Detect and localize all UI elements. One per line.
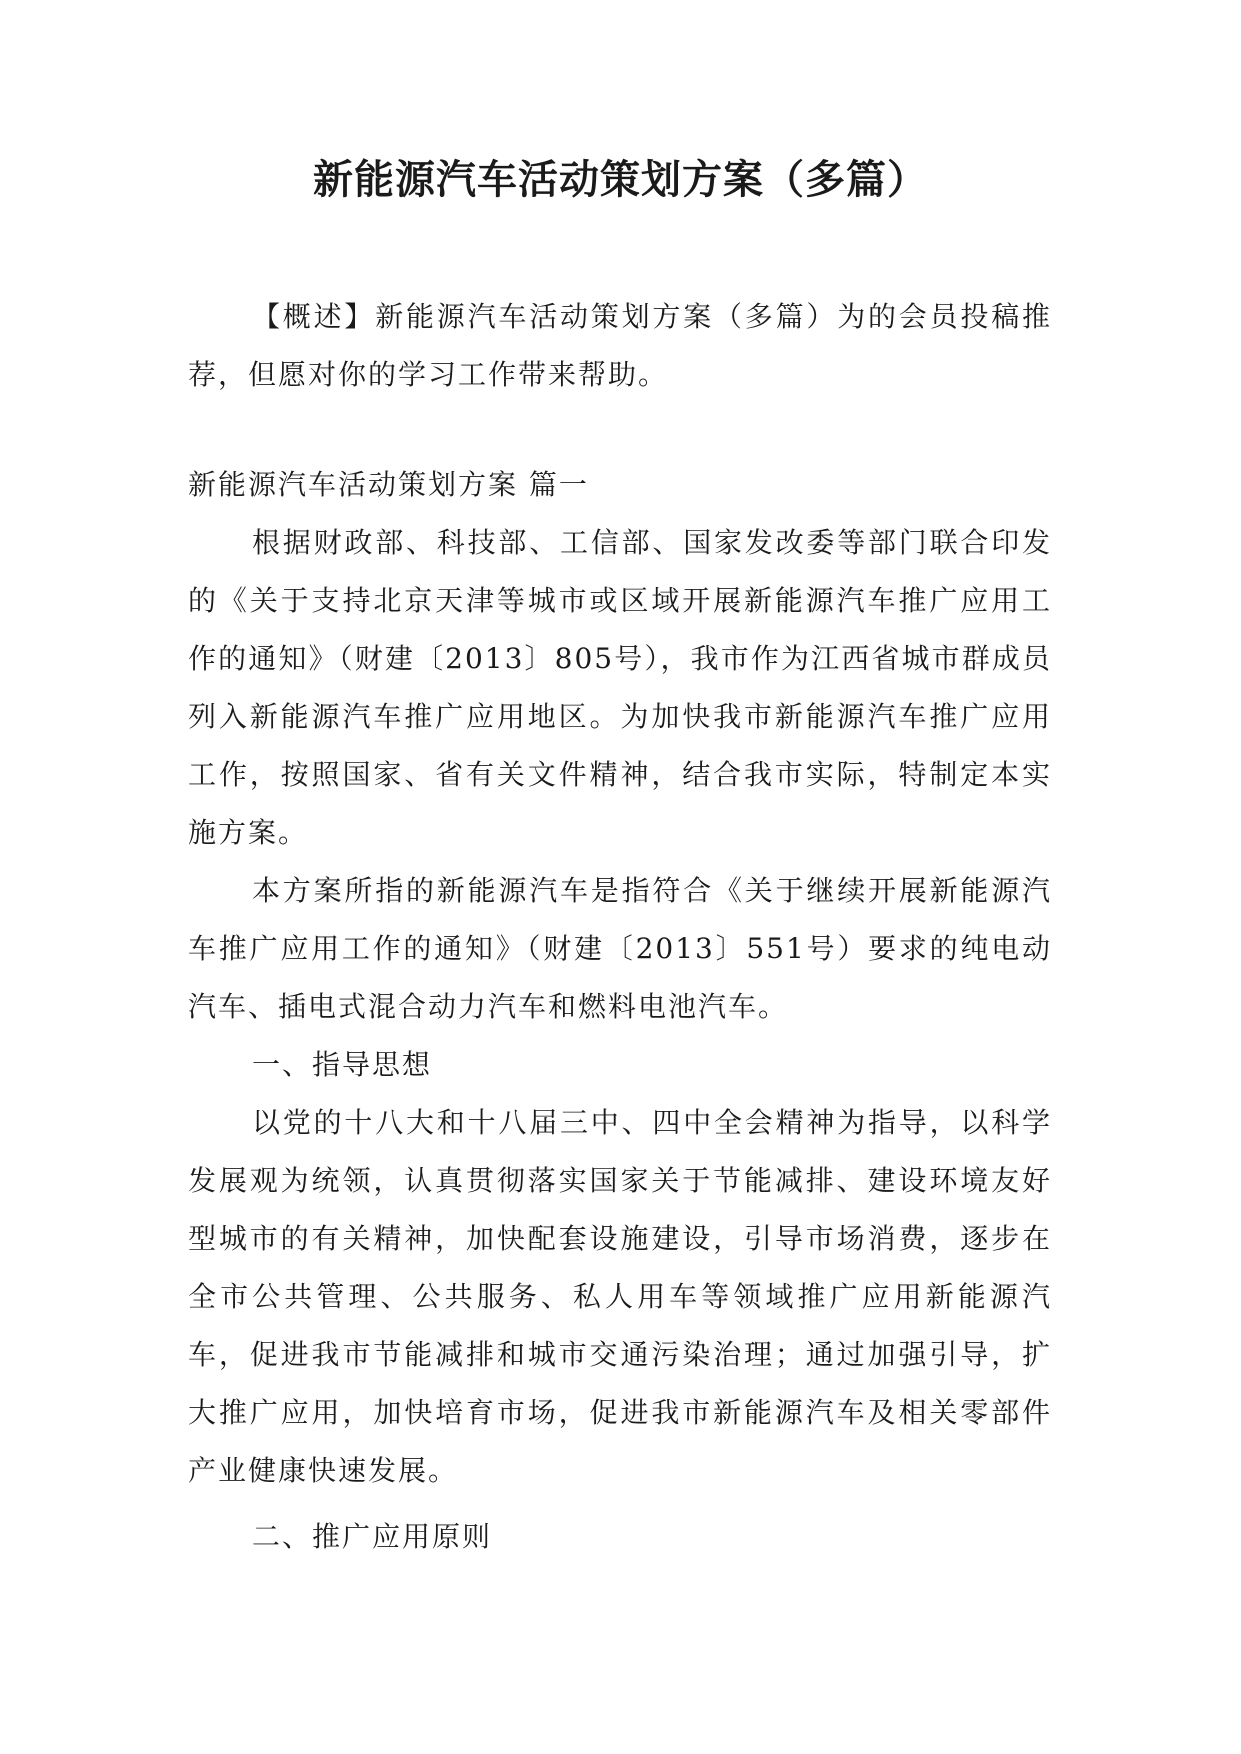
body-paragraph: 以党的十八大和十八届三中、四中全会精神为指导，以科学发展观为统领，认真贯彻落实国家关于节能减排、建设环境友好型城市的有关精神，加快配套设施建设，引导市场消费，逐步在全市公共管理、公共服务、私人用车等领域推广应用新能源汽车，促进我市节能减排和城市交通污染治理；通过加强引导，扩大推广应用，加快培育市场，促进我市新能源汽车及相关零部件产业健康快速发展。 <box>188 1106 1052 1487</box>
summary-paragraph: 【概述】新能源汽车活动策划方案（多篇）为的会员投稿推荐，但愿对你的学习工作带来帮助。 <box>188 300 1052 391</box>
section-block <box>188 456 1052 1566</box>
body-paragraph: 根据财政部、科技部、工信部、国家发改委等部门联合印发的《关于支持北京天津等城市或区域开展新能源汽车推广应用工作的通知》（财建〔2013〕805号），我市作为江西省城市群成员列入新能源汽车推广应用地区。为加快我市新能源汽车推广应用工作，按照国家、省有关文件精神，结合我市实际，特制定本实施方案。 <box>188 526 1052 849</box>
section-heading: 二、推广应用原则 <box>252 1520 493 1553</box>
section-title: 新能源汽车活动策划方案 篇一 <box>188 468 589 501</box>
section-heading: 一、指导思想 <box>252 1048 433 1081</box>
body-paragraph: 本方案所指的新能源汽车是指符合《关于继续开展新能源汽车推广应用工作的通知》（财建〔2013〕551号）要求的纯电动汽车、插电式混合动力汽车和燃料电池汽车。 <box>188 874 1052 1023</box>
summary-block <box>188 288 1052 404</box>
document-title: 新能源汽车活动策划方案（多篇） <box>313 157 928 203</box>
